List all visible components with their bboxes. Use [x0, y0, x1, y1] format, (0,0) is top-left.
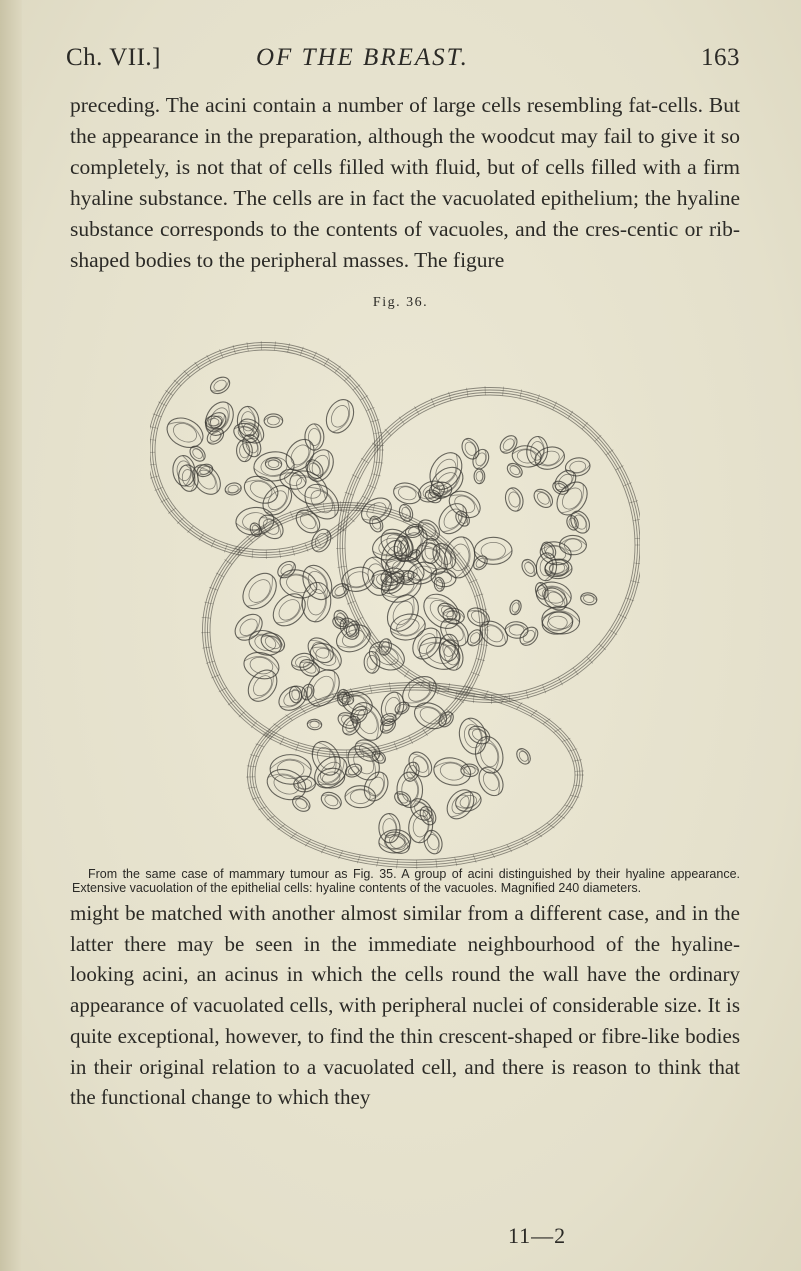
running-head — [66, 44, 740, 78]
signature-mark: 11—2 — [508, 1223, 567, 1248]
paragraph-bottom: might be matched with another almost similar from a different case, and in the latter there may be seen in the immediate neighbourhood of the hyaline-looking acini, an acinus in which the cells round the wall have the ordinary appearance of vacuolated cells, with peripheral nuclei of considerable size. It is quite exceptional, however, to find the thin crescent-shaped or fibre-like bodies in their original relation to a vacuolated cell, and there is reason to think that the functional change to which they — [70, 901, 740, 1110]
page-number: 163 — [701, 44, 740, 71]
figure-illustration — [150, 330, 640, 870]
figure-caption: From the same case of mammary tumour as Fig. 35. A group of acini distinguished by their hyaline appearance. Extensive vacuolation of the epithelial cells: hyaline contents of the vacuoles. Magnified 240 diameters. — [72, 867, 740, 895]
paragraph-top: preceding. The acini contain a number of large cells resembling fat-cells. But the appearance in the preparation, although the woodcut may fail to give it so completely, is not that of cells filled with fluid, but of cells filled with a firm hyaline substance. The cells are in fact the vacuolated epithelium; the hyaline substance corresponds to the contents of vacuoles, and the cres-centic or rib-shaped bodies to the peripheral masses. The figure — [70, 93, 740, 272]
page-edge-shadow — [0, 0, 22, 1271]
figure-label: Fig. 36. — [372, 295, 429, 310]
running-title: OF THE BREAST. — [256, 44, 469, 71]
acini-engraving — [150, 330, 640, 870]
chapter-reference: Ch. VII.] — [66, 44, 162, 71]
